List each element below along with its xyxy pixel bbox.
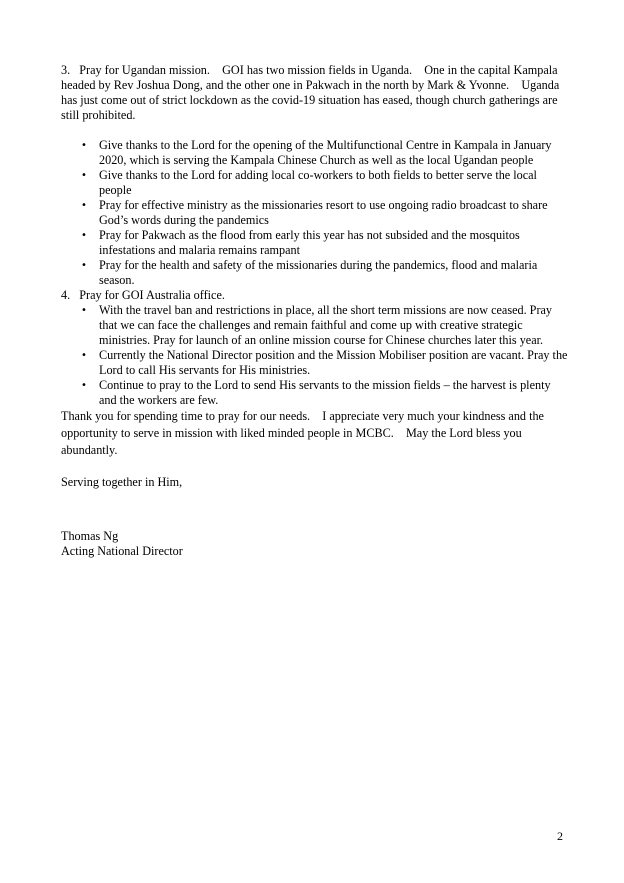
bullet-item: • Give thanks to the Lord for adding local co-workers to both fields to better serve the local people xyxy=(99,168,571,198)
letter-body xyxy=(61,63,571,559)
bullet-item: • Continue to pray to the Lord to send His servants to the mission fields – the harvest is plenty and the workers are few. xyxy=(99,378,571,408)
section-4-bullet-list xyxy=(61,303,571,408)
signature-title: Acting National Director xyxy=(61,544,183,558)
thank-you-paragraph: Thank you for spending time to pray for our needs. I appreciate very much your kindness and the opportunity to serve in mission with liked minded people in MCBC. May the Lord bless you abundantly. xyxy=(61,409,544,457)
bullet-item: • Pray for effective ministry as the missionaries resort to use ongoing radio broadcast to share God’s words during the pandemics xyxy=(99,198,571,228)
bullet-item: • Currently the National Director position and the Mission Mobiliser position are vacant. Pray the Lord to call His servants for His ministries. xyxy=(99,348,571,378)
bullet-item: • Pray for the health and safety of the missionaries during the pandemics, flood and malaria season. xyxy=(99,258,571,288)
section-4-heading: 4. Pray for GOI Australia office. xyxy=(61,288,225,302)
bullet-item: • With the travel ban and restrictions in place, all the short term missions are now ceased. Pray that we can face the challenges and remain faithful and come up with creative strategic ministries. Pray for launch of an online mission course for Chinese churches later this year. xyxy=(99,303,571,348)
section-3-bullet-list xyxy=(61,138,571,288)
page-number: 2 xyxy=(557,829,563,843)
section-3-intro: 3. Pray for Ugandan mission. GOI has two mission fields in Uganda. One in the capital Kampala headed by Rev Joshua Dong, and the other one in Pakwach in the north by Mark & Yvonne. Uganda has just come out of strict lockdown as the covid-19 situation has eased, though church gatherings are still prohibited. xyxy=(61,63,560,122)
bullet-item: • Give thanks to the Lord for the opening of the Multifunctional Centre in Kampala in January 2020, which is serving the Kampala Chinese Church as well as the local Ugandan people xyxy=(99,138,571,168)
bullet-item: • Pray for Pakwach as the flood from early this year has not subsided and the mosquitos infestations and malaria remains rampant xyxy=(99,228,571,258)
closing-line: Serving together in Him, xyxy=(61,475,183,489)
signature-name: Thomas Ng xyxy=(61,529,119,543)
